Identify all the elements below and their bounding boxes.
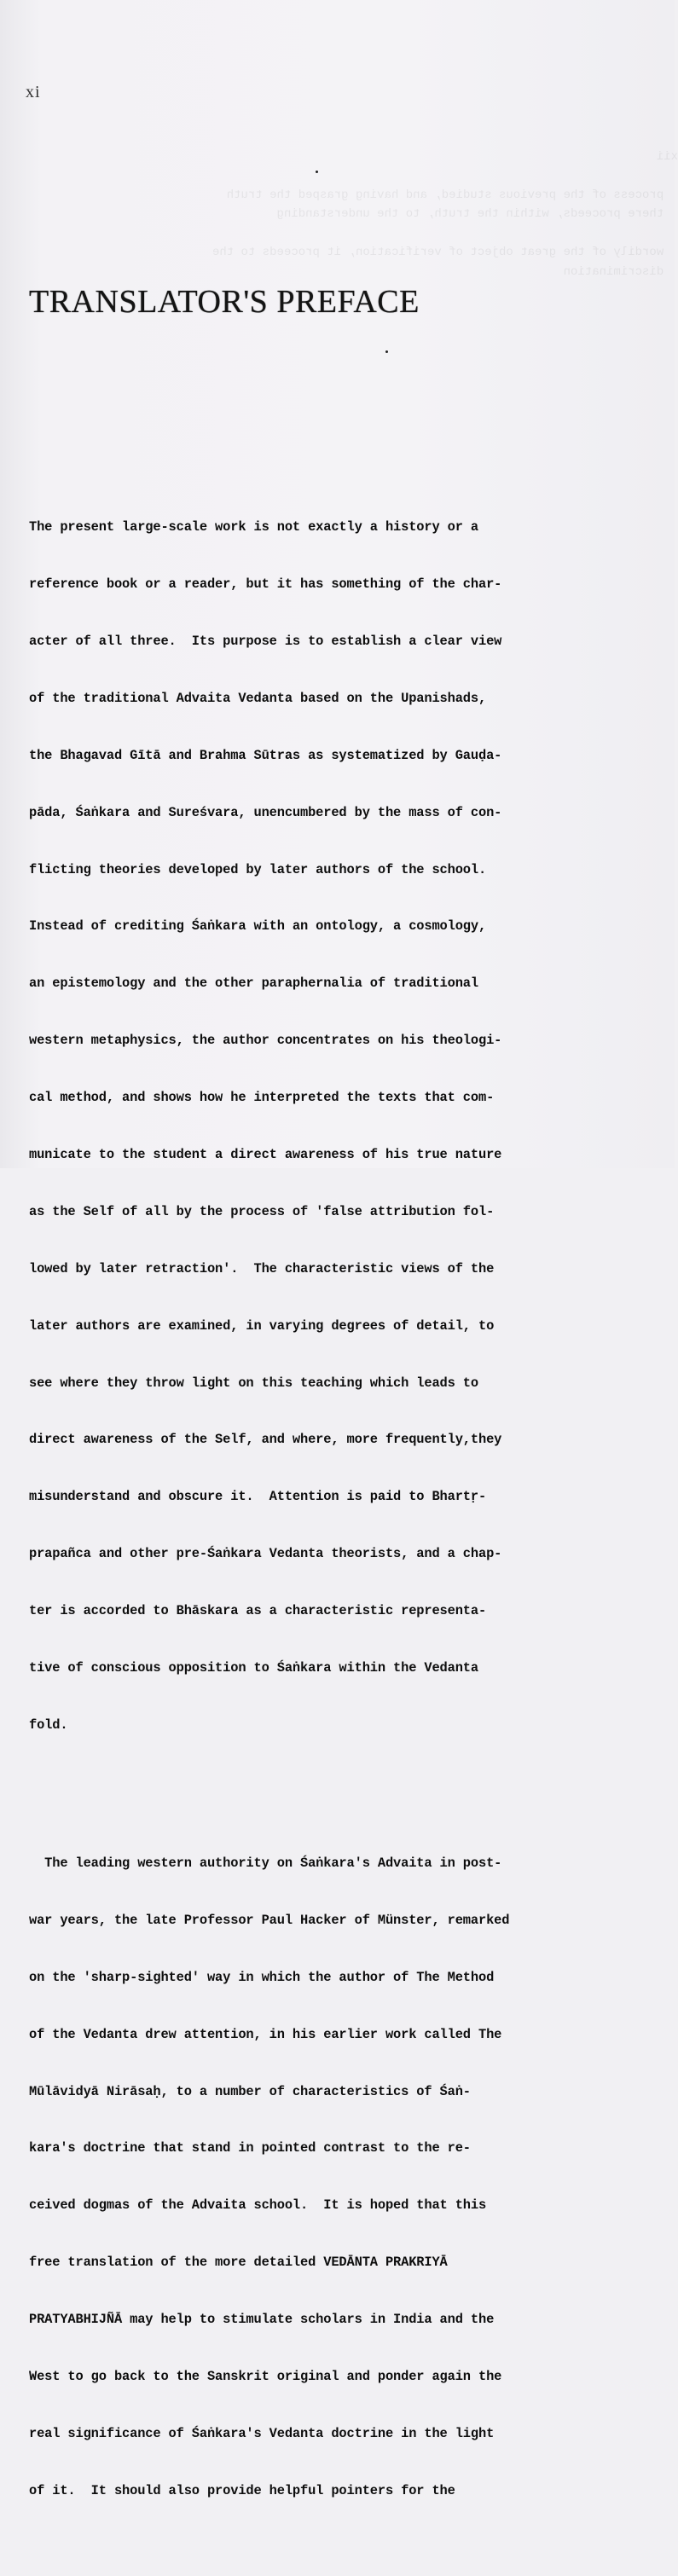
text-line: war years, the late Professor Paul Hacker of Münster, remarked: [29, 1912, 510, 1928]
paragraph-2: [29, 1810, 626, 2538]
text-line: on the 'sharp-sighted' way in which the author of The Method: [29, 1969, 495, 1985]
text-line: an epistemology and the other paraphernalia of traditional: [29, 975, 478, 992]
text-line: of the Vedanta drew attention, in his earlier work called The: [29, 2026, 502, 2042]
text-line: Mūlāvidyā Nirāsaḥ, to a number of characteristics of Śaṅ-: [29, 2083, 471, 2099]
text-line: prapañca and other pre-Śaṅkara Vedanta theorists, and a chap-: [29, 1546, 502, 1562]
text-line: The present large-scale work is not exactly a history or a: [29, 519, 478, 535]
text-line: cal method, and shows how he interpreted the texts that com-: [29, 1090, 495, 1106]
text-line: acter of all three. Its purpose is to establish a clear view: [29, 633, 502, 649]
print-speck: [316, 171, 318, 173]
text-line: free translation of the more detailed VEDĀNTA PRAKRIYĀ: [29, 2255, 448, 2271]
text-line: kara's doctrine that stand in pointed contrast to the re-: [29, 2140, 471, 2156]
text-line: Instead of crediting Śaṅkara with an ontology, a cosmology,: [29, 918, 487, 935]
preface-body: [29, 442, 626, 2576]
page-number: xi: [26, 83, 41, 101]
paragraph-1: [29, 480, 626, 1773]
text-line: The leading western authority on Śaṅkara's Advaita in post-: [29, 1855, 502, 1871]
text-line: western metaphysics, the author concentrates on his theologi-: [29, 1033, 502, 1049]
text-line: direct awareness of the Self, and where, more frequently,they: [29, 1432, 502, 1448]
text-line: of it. It should also provide helpful pointers for the: [29, 2482, 455, 2498]
text-line: of the traditional Advaita Vedanta based on the Upanishads,: [29, 690, 487, 706]
text-line: the Bhagavad Gītā and Brahma Sūtras as systematized by Gauḍa-: [29, 747, 502, 763]
show-through-text: xii process of the previous studied, and having grasped the truth there proceeds, within the truth, to the understanding wordily of the great object of verification, it proceeds to the discrimination: [212, 149, 678, 279]
text-line: flicting theories developed by later authors of the school.: [29, 861, 487, 877]
text-line: ceived dogmas of the Advaita school. It is hoped that this: [29, 2197, 487, 2214]
text-line: reference book or a reader, but it has something of the char-: [29, 576, 502, 593]
text-line: tive of conscious opposition to Śaṅkara within the Vedanta: [29, 1660, 478, 1676]
text-line: misunderstand and obscure it. Attention is paid to Bhartṛ-: [29, 1489, 487, 1505]
text-line: real significance of Śaṅkara's Vedanta doctrine in the light: [29, 2425, 495, 2441]
text-line: West to go back to the Sanskrit original and ponder again the: [29, 2368, 502, 2384]
page-title: TRANSLATOR'S PREFACE: [29, 284, 420, 320]
text-line: municate to the student a direct awareness of his true nature: [29, 1146, 502, 1162]
text-line: lowed by later retraction'. The characteristic views of the: [29, 1260, 495, 1276]
text-line: pāda, Śaṅkara and Sureśvara, unencumbered by the mass of con-: [29, 804, 502, 820]
text-line: see where they throw light on this teaching which leads to: [29, 1375, 478, 1391]
print-speck: [385, 350, 388, 353]
text-line: later authors are examined, in varying degrees of detail, to: [29, 1317, 495, 1334]
text-line: PRATYABHIJÑĀ may help to stimulate scholars in India and the: [29, 2312, 495, 2328]
text-line: fold.: [29, 1716, 68, 1733]
text-line: as the Self of all by the process of 'false attribution fol-: [29, 1203, 495, 1219]
text-line: ter is accorded to Bhāskara as a characteristic representa-: [29, 1603, 487, 1619]
